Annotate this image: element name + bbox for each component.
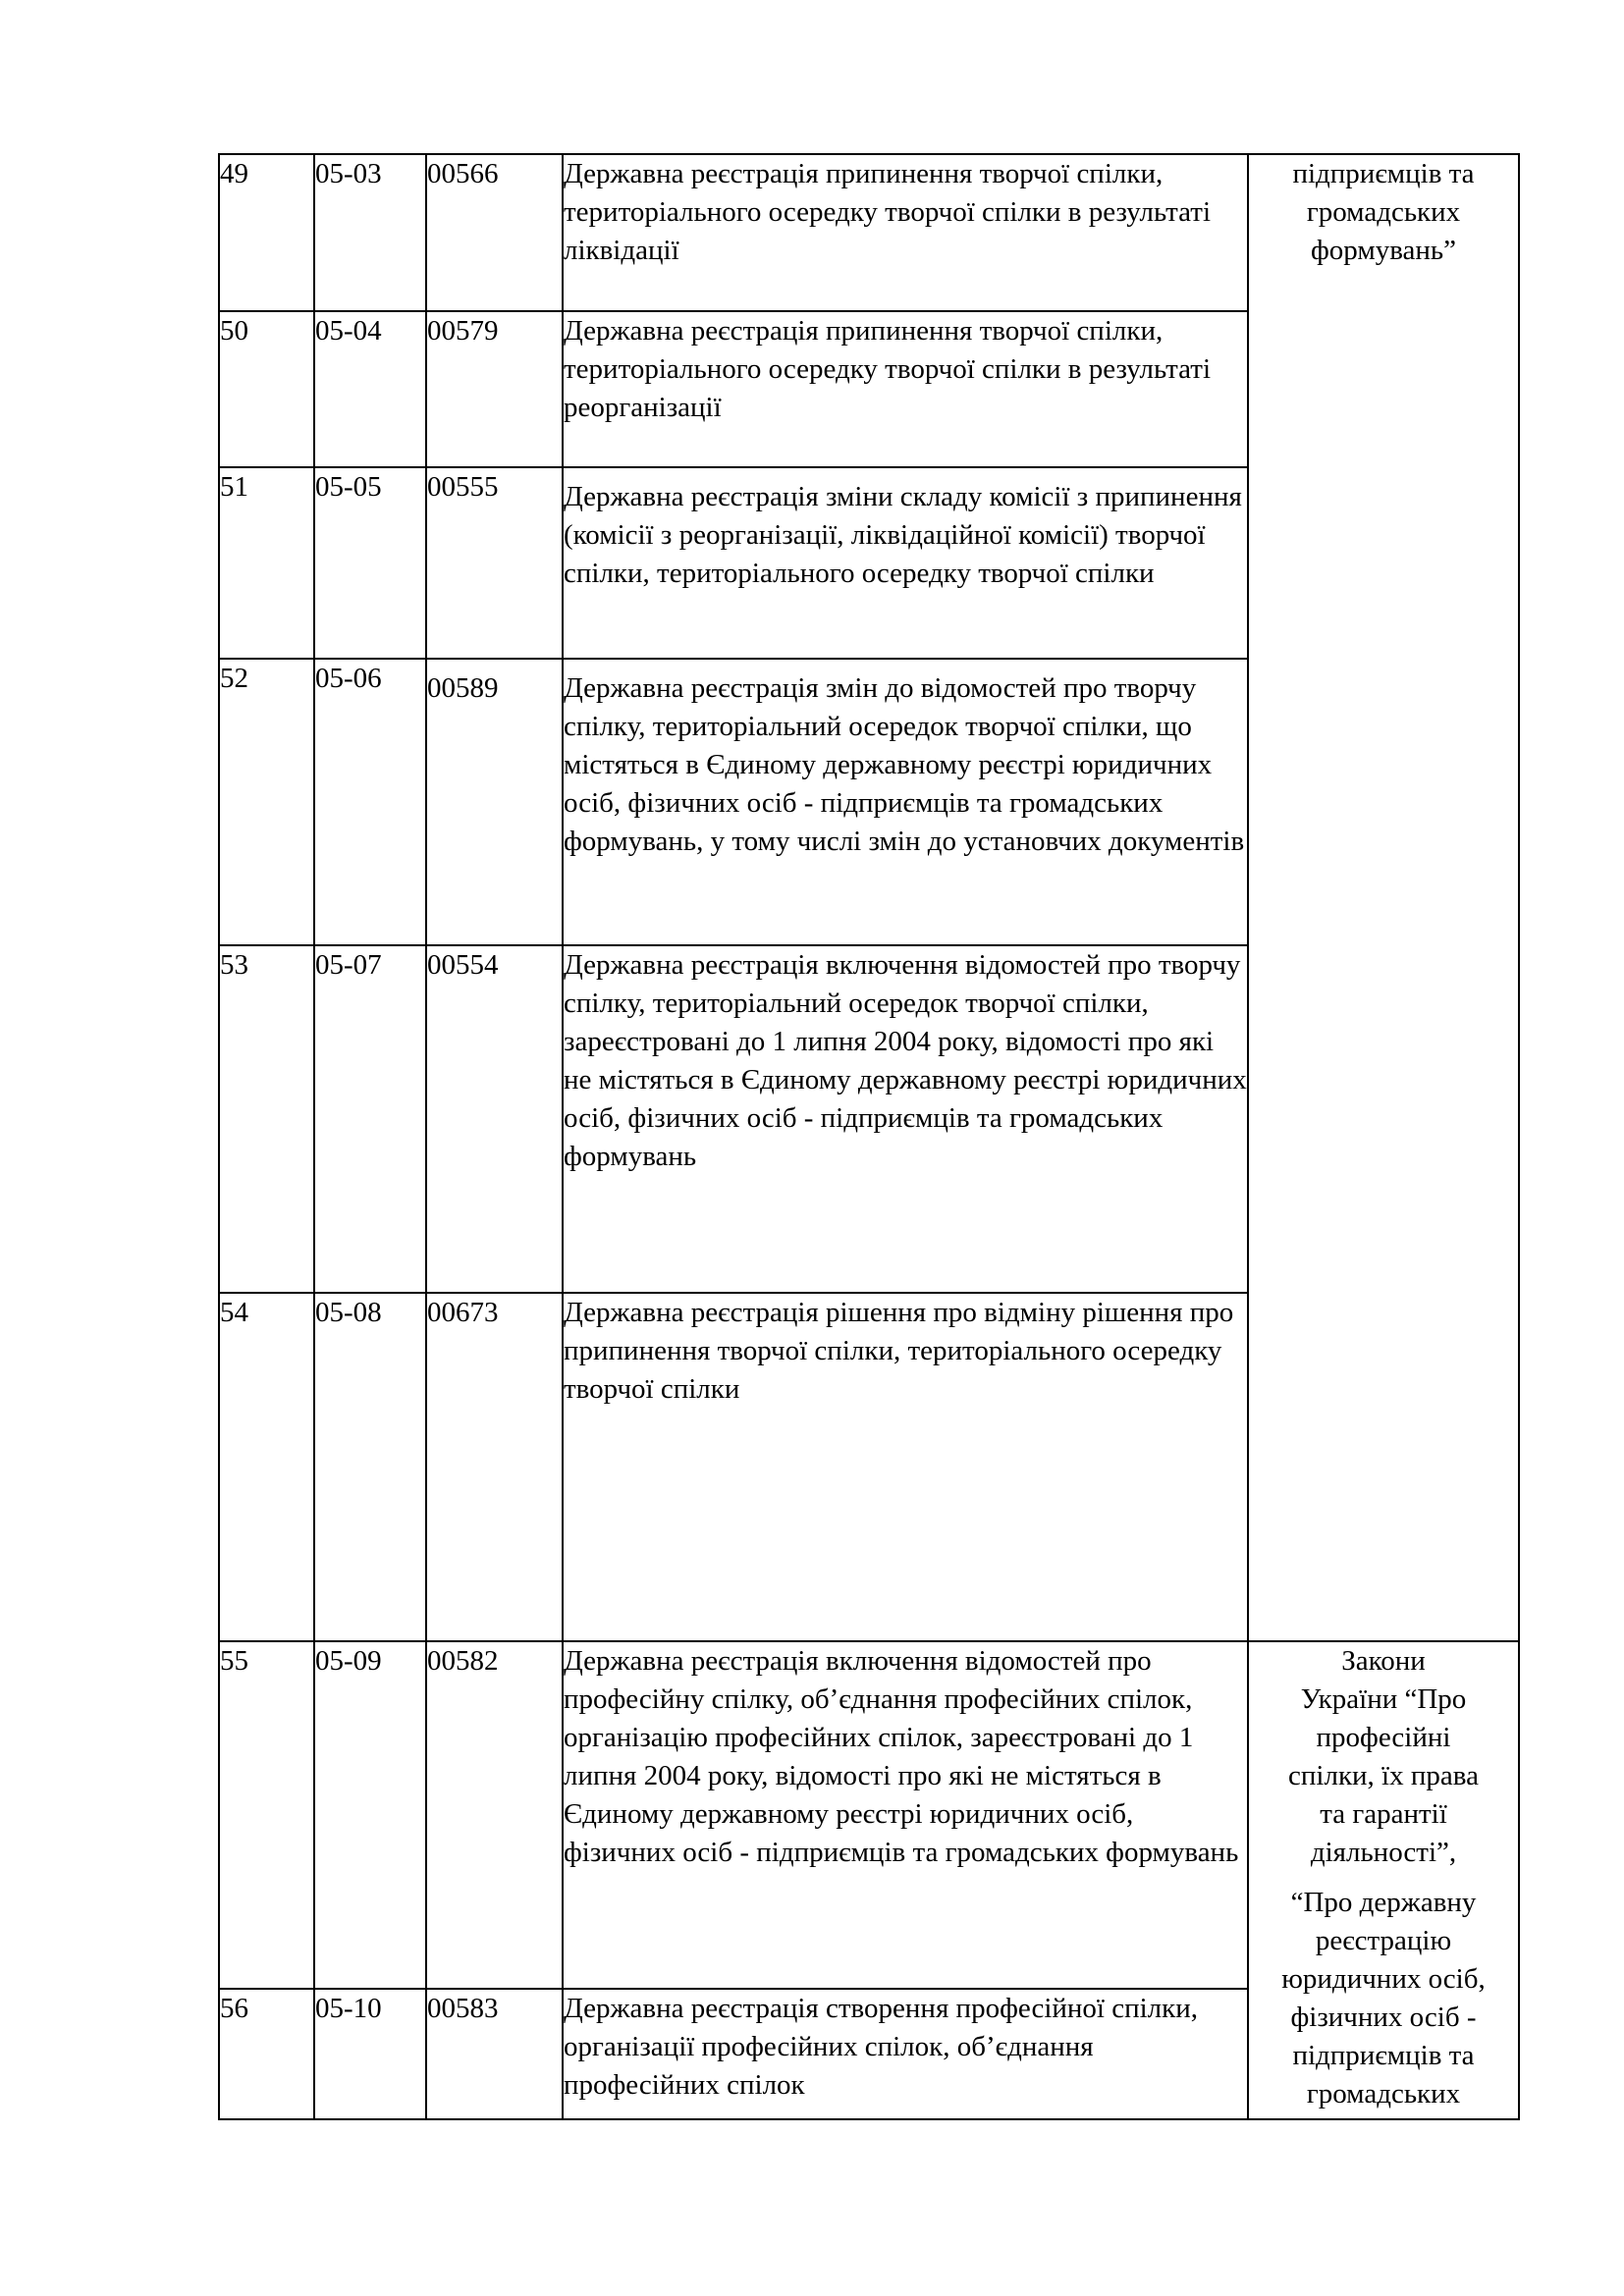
service-description: Державна реєстрація створення професійної спілки, організації професійних спілок, об’єднання професійних спілок	[563, 1989, 1248, 2119]
service-description: Державна реєстрація припинення творчої спілки, територіального осередку творчої спілки в результаті ліквідації	[563, 154, 1248, 311]
subcategory-code: 05-09	[314, 1641, 426, 1989]
service-code: 00673	[426, 1293, 563, 1641]
table-row	[219, 154, 1519, 311]
legal-basis-line: “Про державну	[1290, 1887, 1477, 1918]
subcategory-code: 05-07	[314, 945, 426, 1293]
service-code: 00579	[426, 311, 563, 467]
legal-basis-line: громадських	[1306, 196, 1461, 228]
service-code: 00582	[426, 1641, 563, 1989]
row-number: 51	[219, 467, 314, 659]
legal-basis-line: підприємців та	[1292, 2040, 1475, 2071]
legal-basis-line: Закони	[1341, 1645, 1426, 1677]
legal-basis-line: діяльності”,	[1310, 1837, 1457, 1868]
row-number: 52	[219, 659, 314, 945]
subcategory-code: 05-08	[314, 1293, 426, 1641]
legal-basis-line: юридичних осіб,	[1281, 1963, 1486, 1995]
table-row	[219, 1641, 1519, 1989]
legal-basis-cell	[1248, 154, 1519, 1641]
subcategory-code: 05-04	[314, 311, 426, 467]
paragraph-gap	[1249, 1872, 1518, 1884]
service-description: Державна реєстрація включення відомостей про професійну спілку, об’єднання професійних спілок, організацію професійних спілок, зареєстровані до 1 липня 2004 року, відомості про які не містяться в Єдиному державному реєстрі юридичних осіб, фізичних осіб - підприємців та громадських формувань	[563, 1641, 1248, 1989]
legal-basis-line: України “Про	[1300, 1683, 1467, 1715]
service-description: Державна реєстрація зміни складу комісії з припинення (комісії з реорганізації, ліквідаційної комісії) творчої спілки, територіального осередку творчої спілки	[563, 467, 1248, 659]
legal-basis-cell	[1248, 1641, 1519, 2119]
service-code: 00554	[426, 945, 563, 1293]
service-description: Державна реєстрація змін до відомостей про творчу спілку, територіальний осередок творчої спілки, що містяться в Єдиному державному реєстрі юридичних осіб, фізичних осіб - підприємців та громадських формувань, у тому числі змін до установчих документів	[563, 659, 1248, 945]
row-number: 49	[219, 154, 314, 311]
legal-basis-line: спілки, їх права	[1288, 1760, 1479, 1791]
row-number: 56	[219, 1989, 314, 2119]
service-description: Державна реєстрація рішення про відміну рішення про припинення творчої спілки, територіального осередку творчої спілки	[563, 1293, 1248, 1641]
row-number: 50	[219, 311, 314, 467]
subcategory-code: 05-10	[314, 1989, 426, 2119]
legal-basis-line: та гарантії	[1320, 1798, 1447, 1830]
services-table	[218, 153, 1520, 2120]
legal-basis-line: професійні	[1316, 1722, 1451, 1753]
service-description: Державна реєстрація включення відомостей про творчу спілку, територіальний осередок творчої спілки, зареєстровані до 1 липня 2004 року, відомості про які не містяться в Єдиному державному реєстрі юридичних осіб, фізичних осіб - підприємців та громадських формувань	[563, 945, 1248, 1293]
row-number: 53	[219, 945, 314, 1293]
subcategory-code: 05-05	[314, 467, 426, 659]
legal-basis-line: громадських	[1306, 2078, 1461, 2109]
service-code: 00555	[426, 467, 563, 659]
row-number: 54	[219, 1293, 314, 1641]
service-code: 00589	[426, 659, 563, 945]
legal-basis-line: підприємців та	[1292, 158, 1475, 189]
service-description: Державна реєстрація припинення творчої спілки, територіального осередку творчої спілки в результаті реорганізації	[563, 311, 1248, 467]
legal-basis-line: реєстрацію	[1315, 1925, 1452, 1956]
legal-basis-line: фізичних осіб -	[1290, 2002, 1477, 2033]
service-code: 00566	[426, 154, 563, 311]
subcategory-code: 05-03	[314, 154, 426, 311]
service-code: 00583	[426, 1989, 563, 2119]
legal-basis-line: формувань”	[1310, 235, 1456, 266]
row-number: 55	[219, 1641, 314, 1989]
subcategory-code: 05-06	[314, 659, 426, 945]
